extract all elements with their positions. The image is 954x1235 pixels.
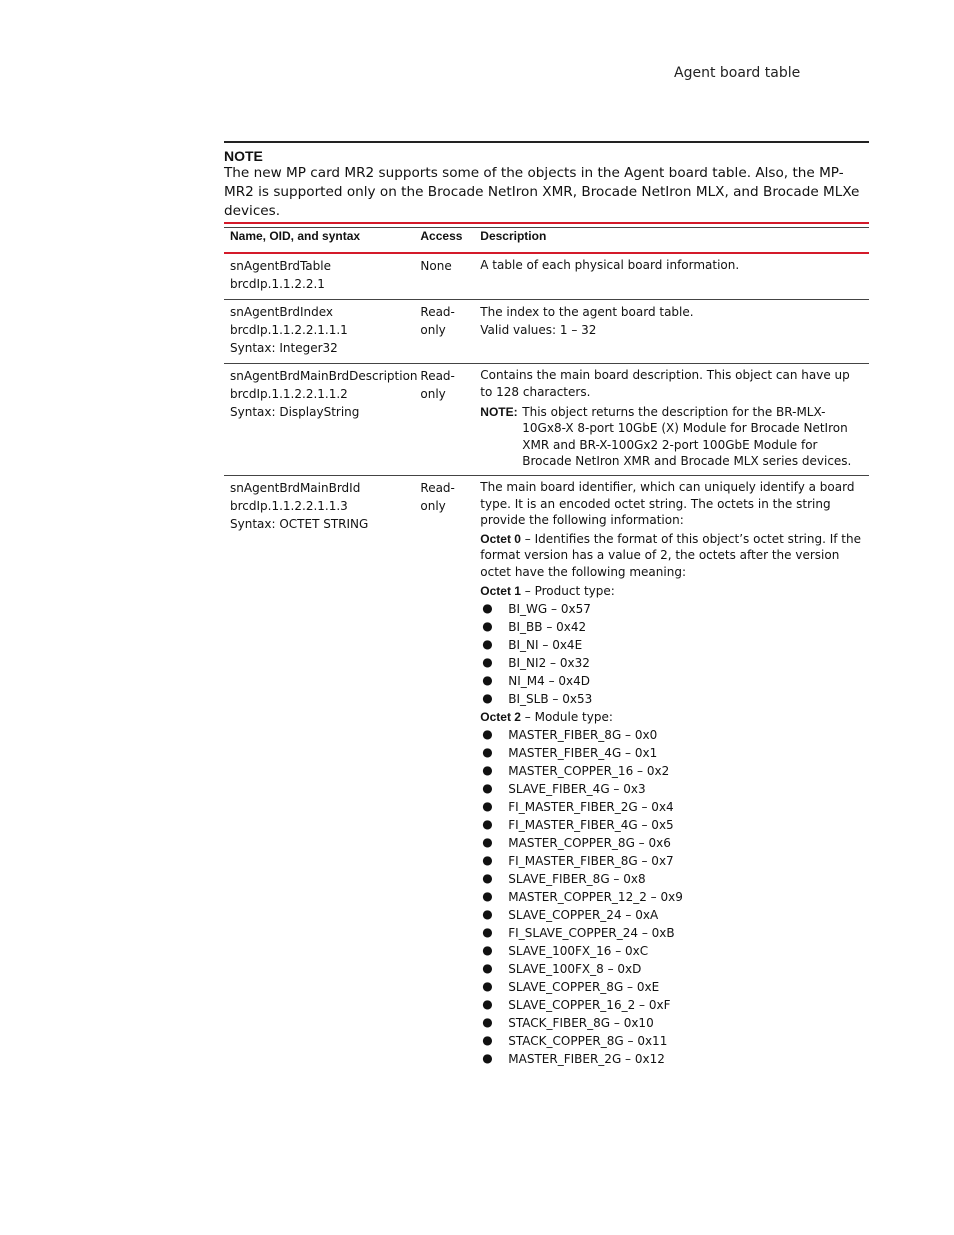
running-header: Agent board table — [674, 65, 801, 81]
object-name: snAgentBrdTable — [230, 259, 331, 273]
list-item: ● SLAVE_COPPER_24 – 0xA — [482, 907, 659, 923]
object-syntax: Syntax: DisplayString — [230, 405, 360, 419]
object-oid: brcdIp.1.1.2.2.1.1.1 — [230, 323, 348, 337]
list-item: ● MASTER_COPPER_8G – 0x6 — [482, 835, 671, 851]
bullet-icon: ● — [482, 1015, 493, 1030]
bullet-icon: ● — [482, 727, 493, 742]
list-item: ● FI_MASTER_FIBER_8G – 0x7 — [482, 853, 674, 869]
bullet-icon: ● — [482, 619, 493, 634]
list-item: ● SLAVE_100FX_16 – 0xC — [482, 943, 649, 959]
column-header-name: Name, OID, and syntax — [224, 223, 414, 253]
bullet-icon: ● — [482, 925, 493, 940]
note-callout — [224, 141, 869, 228]
column-header-access: Access — [414, 223, 474, 253]
description-text: A table of each physical board information. — [480, 258, 740, 272]
octet1-term: Octet 1 — [480, 584, 521, 599]
bullet-icon: ● — [482, 871, 493, 886]
bullet-icon: ● — [482, 601, 493, 616]
bullet-icon: ● — [482, 655, 493, 670]
object-oid: brcdIp.1.1.2.2.1.1.2 — [230, 387, 348, 401]
bullet-icon: ● — [482, 853, 493, 868]
list-item: ● FI_SLAVE_COPPER_24 – 0xB — [482, 925, 675, 941]
bullet-icon: ● — [482, 889, 493, 904]
note-text: The new MP card MR2 supports some of the objects in the Agent board table. Also, the MP-MR2 is supported only on the Brocade NetIron XMR, Brocade NetIron MLX, and Brocade MLXe devices. — [224, 165, 860, 219]
list-item: ● BI_SLB – 0x53 — [482, 691, 593, 707]
bullet-icon: ● — [482, 817, 493, 832]
list-item: ● BI_NI2 – 0x32 — [482, 655, 590, 671]
description-text: The index to the agent board table. — [480, 305, 694, 319]
table-row — [224, 476, 869, 1075]
list-item: ● MASTER_FIBER_4G – 0x1 — [482, 745, 658, 761]
list-item: ● BI_WG – 0x57 — [482, 601, 591, 617]
object-name-cell — [224, 300, 414, 364]
bullet-icon: ● — [482, 691, 493, 706]
object-name-cell — [224, 253, 414, 300]
object-oid: brcdIp.1.1.2.2.1 — [230, 277, 325, 291]
description-cell — [474, 300, 869, 364]
valid-values-text: Valid values: 1 – 32 — [480, 323, 597, 337]
object-name: snAgentBrdIndex — [230, 305, 333, 319]
bullet-icon: ● — [482, 961, 493, 976]
list-item: ● STACK_COPPER_8G – 0x11 — [482, 1033, 668, 1049]
list-item: ● MASTER_COPPER_16 – 0x2 — [482, 763, 670, 779]
octet2-term: Octet 2 — [480, 710, 521, 725]
access-cell: None — [414, 253, 474, 300]
bullet-icon: ● — [482, 799, 493, 814]
bullet-icon: ● — [482, 835, 493, 850]
octet1-paragraph — [480, 582, 863, 600]
access-cell: Read-only — [414, 300, 474, 364]
table-header-row — [224, 223, 869, 253]
module-type-list — [480, 726, 863, 1068]
bullet-icon: ● — [482, 637, 493, 652]
object-syntax: Syntax: Integer32 — [230, 341, 338, 355]
octet0-text: – Identifies the format of this object’s octet string. If the format version has a value of 2, the octets after the version octet have the following meaning: — [480, 531, 861, 579]
list-item: ● BI_NI – 0x4E — [482, 637, 583, 653]
octet1-text: – Product type: — [520, 584, 615, 599]
access-cell: Read-only — [414, 364, 474, 476]
inline-note-label: NOTE: — [480, 405, 518, 419]
object-name-cell — [224, 476, 414, 1075]
list-item: ● NI_M4 – 0x4D — [482, 673, 591, 689]
list-item: ● SLAVE_FIBER_8G – 0x8 — [482, 871, 646, 887]
list-item: ● MASTER_FIBER_2G – 0x12 — [482, 1051, 665, 1067]
list-item: ● MASTER_COPPER_12_2 – 0x9 — [482, 889, 683, 905]
octet0-paragraph — [480, 531, 863, 581]
note-label: NOTE — [224, 148, 263, 164]
object-oid: brcdIp.1.1.2.2.1.1.3 — [230, 499, 348, 514]
description-text: The main board identifier, which can uniquely identify a board type. It is an encoded octet string. The octets in the string provide the following information: — [480, 480, 855, 528]
object-name: snAgentBrdMainBrdDescription — [230, 369, 418, 383]
bullet-icon: ● — [482, 781, 493, 796]
bullet-icon: ● — [482, 979, 493, 994]
bullet-icon: ● — [482, 943, 493, 958]
table-row — [224, 364, 869, 476]
product-type-list — [480, 600, 863, 708]
bullet-icon: ● — [482, 997, 493, 1012]
list-item: ● SLAVE_FIBER_4G – 0x3 — [482, 781, 646, 797]
inline-note-text: This object returns the description for the BR-MLX-10Gx8-X 8-port 10GbE (X) Module for Brocade NetIron XMR and BR-X-100Gx2 2-port 100GbE Module for Brocade NetIron XMR and Brocade MLX series devices. — [522, 405, 852, 468]
column-header-description: Description — [474, 223, 869, 253]
list-item: ● FI_MASTER_FIBER_4G – 0x5 — [482, 817, 674, 833]
list-item: ● SLAVE_COPPER_16_2 – 0xF — [482, 997, 671, 1013]
octet0-term: Octet 0 — [480, 531, 521, 546]
list-item: ● MASTER_FIBER_8G – 0x0 — [482, 727, 658, 743]
description-text: Contains the main board description. This object can have up to 128 characters. — [480, 368, 850, 399]
object-syntax: Syntax: OCTET STRING — [230, 517, 369, 532]
access-cell: Read-only — [420, 481, 455, 514]
object-name-cell — [224, 364, 418, 476]
bullet-icon: ● — [482, 745, 493, 760]
description-cell — [474, 253, 869, 300]
mib-object-table — [224, 222, 869, 1074]
description-cell — [474, 364, 869, 476]
table-row — [224, 300, 869, 364]
inline-note — [480, 404, 863, 469]
bullet-icon: ● — [482, 1051, 493, 1066]
bullet-icon: ● — [482, 907, 493, 922]
list-item: ● SLAVE_100FX_8 – 0xD — [482, 961, 642, 977]
list-item: ● STACK_FIBER_8G – 0x10 — [482, 1015, 654, 1031]
description-cell — [474, 476, 869, 1075]
list-item: ● SLAVE_COPPER_8G – 0xE — [482, 979, 660, 995]
octet2-paragraph — [480, 708, 863, 726]
bullet-icon: ● — [482, 1033, 493, 1048]
object-name: snAgentBrdMainBrdId — [230, 481, 361, 496]
bullet-icon: ● — [482, 763, 493, 778]
octet2-text: – Module type: — [520, 710, 613, 725]
list-item: ● FI_MASTER_FIBER_2G – 0x4 — [482, 799, 674, 815]
table-row — [224, 253, 869, 300]
bullet-icon: ● — [482, 673, 493, 688]
list-item: ● BI_BB – 0x42 — [482, 619, 587, 635]
